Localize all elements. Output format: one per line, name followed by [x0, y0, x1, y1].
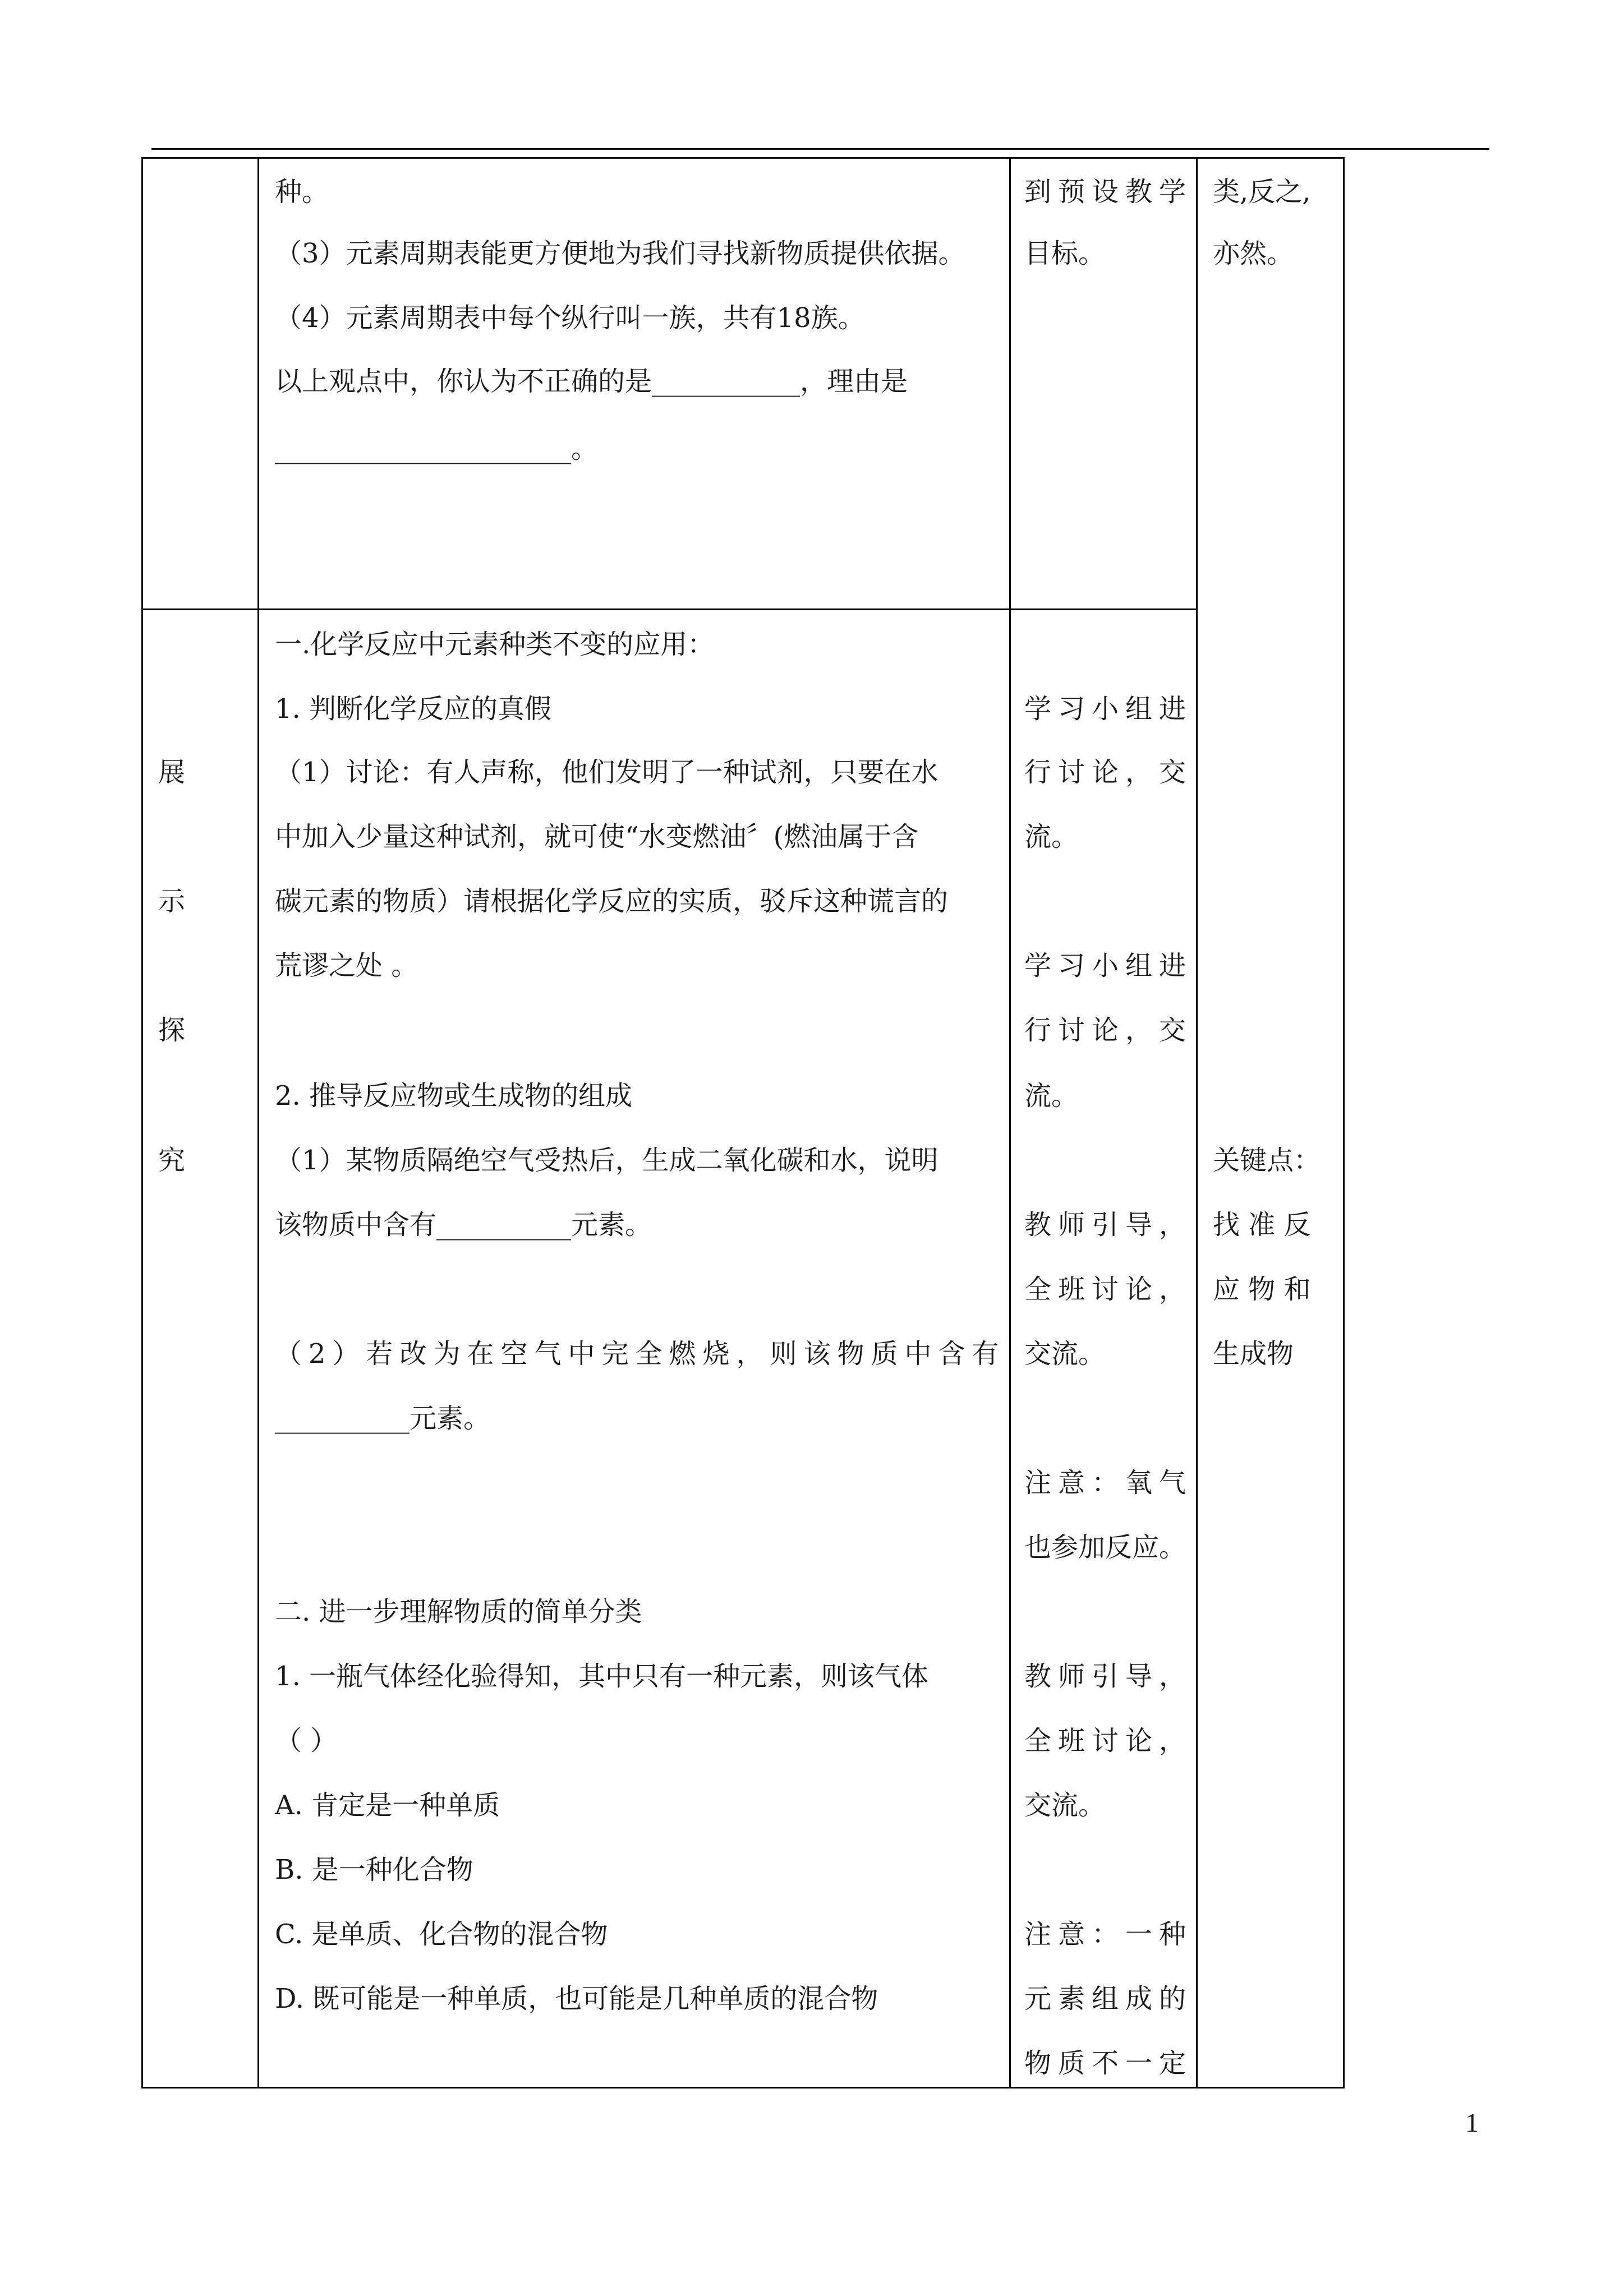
activity-line: 到预设教学 [1024, 176, 1193, 208]
page-number: 1 [1465, 2108, 1479, 2138]
activity-line: 流。 [1024, 821, 1079, 852]
content-line: （1）讨论：有人声称，他们发明了一种试剂，只要在水 [275, 757, 938, 788]
content-line: B. 是一种化合物 [275, 1854, 473, 1885]
activity-line: 行讨论，交 [1024, 757, 1193, 788]
content-line: D. 既可能是一种单质，也可能是几种单质的混合物 [275, 1983, 878, 2014]
stage-char: 展 [158, 757, 186, 788]
content-line: 一.化学反应中元素种类不变的应用： [275, 629, 715, 660]
content-line: 2. 推导反应物或生成物的组成 [275, 1080, 633, 1112]
content-line: （ ） [275, 1725, 338, 1756]
activity-line: 全班讨论， [1024, 1274, 1193, 1305]
table-divider-stage [257, 157, 259, 2088]
activity-line: 教师引导， [1024, 1661, 1193, 1692]
content-line: （1）某物质隔绝空气受热后，生成二氧化碳和水，说明 [275, 1145, 938, 1176]
content-line: 该物质中含有__________元素。 [275, 1209, 652, 1241]
table-row-divider [141, 608, 1198, 610]
note-line: 关键点： [1213, 1145, 1321, 1176]
table-border-bottom [141, 2087, 1345, 2088]
note-line: 亦然。 [1213, 238, 1294, 269]
stage-char: 探 [158, 1015, 186, 1046]
activity-line: 也参加反应。 [1024, 1532, 1186, 1563]
content-line: （3）元素周期表能更方便地为我们寻找新物质提供依据。 [275, 238, 965, 269]
content-line: 1. 一瓶气体经化验得知，其中只有一种元素，则该气体 [275, 1661, 929, 1692]
content-line: 中加入少量这种试剂，就可使“水变燃油〞(燃油属于含 [275, 821, 919, 852]
table-divider-activity [1196, 157, 1198, 2088]
note-line: 找 准 反 [1213, 1209, 1311, 1241]
content-line: 种。 [275, 176, 329, 208]
table-border-left [141, 157, 143, 2088]
content-line: __________元素。 [275, 1403, 491, 1434]
activity-line: 学习小组进 [1024, 950, 1193, 981]
activity-line: 行讨论，交 [1024, 1015, 1193, 1046]
table-border-top [141, 157, 1345, 159]
content-line: （4）元素周期表中每个纵行叫一族，共有18族。 [275, 302, 865, 334]
activity-line: 全班讨论， [1024, 1725, 1193, 1756]
activity-line: 教师引导， [1024, 1209, 1193, 1241]
stage-char: 示 [158, 886, 186, 917]
content-line: 荒谬之处 。 [275, 950, 418, 981]
content-line: ______________________。 [275, 433, 599, 464]
activity-line: 学习小组进 [1024, 693, 1193, 725]
note-line: 应 物 和 [1213, 1274, 1311, 1305]
note-line: 类,反之, [1213, 176, 1311, 208]
stage-char: 究 [158, 1145, 186, 1176]
table-border-right [1343, 157, 1345, 2088]
content-line: 1. 判断化学反应的真假 [275, 693, 552, 725]
content-line: 以上观点中，你认为不正确的是___________，理由是 [275, 366, 908, 397]
activity-line: 物质不一定 [1024, 2048, 1193, 2079]
content-line: 二. 进一步理解物质的简单分类 [275, 1596, 642, 1628]
activity-line: 元素组成的 [1024, 1983, 1193, 2014]
content-line: 碳元素的物质）请根据化学反应的实质，驳斥这种谎言的 [275, 886, 949, 917]
activity-line: 流。 [1024, 1080, 1079, 1112]
note-line: 生成物 [1213, 1338, 1294, 1370]
activity-line: 交流。 [1024, 1338, 1106, 1370]
activity-line: 交流。 [1024, 1790, 1106, 1821]
content-line: A. 肯定是一种单质 [275, 1790, 500, 1821]
content-line: （2）若改为在空气中完全燃烧，则该物质中含有 [275, 1338, 1006, 1370]
activity-line: 注意：氧气 [1024, 1467, 1193, 1499]
header-rule [151, 148, 1489, 150]
content-line: C. 是单质、化合物的混合物 [275, 1919, 608, 1950]
table-divider-content [1009, 157, 1011, 2088]
activity-line: 目标。 [1024, 238, 1106, 269]
activity-line: 注意：一种 [1024, 1919, 1193, 1950]
